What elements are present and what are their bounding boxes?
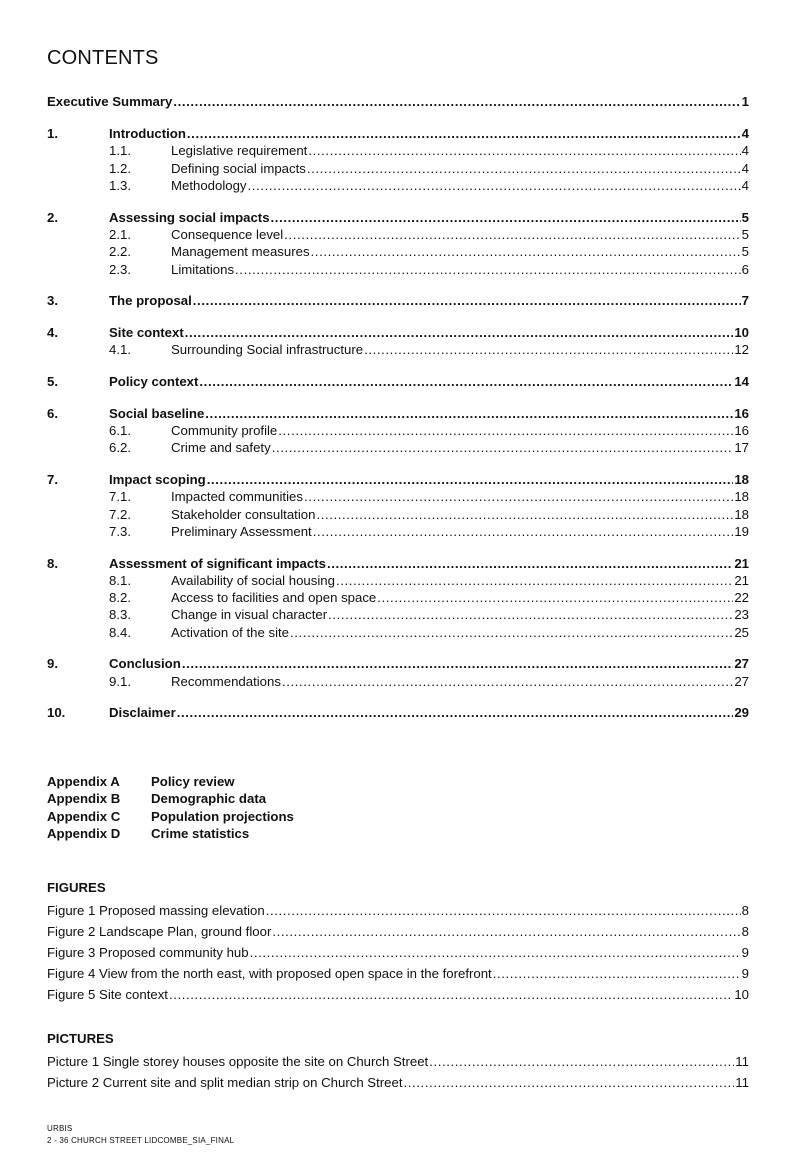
toc-subsection[interactable] [47,161,749,177]
toc-subsection[interactable] [47,573,749,589]
toc-page: 21 [734,555,749,571]
toc-label: Figure 3 Proposed community hub [47,945,249,960]
toc-number: 8.3. [109,607,131,623]
appendix-label: Policy review [151,774,235,789]
toc-page: 29 [734,705,749,721]
toc-section[interactable] [47,374,749,390]
toc-page: 6 [741,261,749,277]
toc-page: 5 [741,209,749,225]
toc-page: 4 [741,126,749,141]
toc-page: 4 [741,143,749,159]
leader-dots [182,656,734,672]
toc-page: 16 [734,405,749,421]
figure-entry[interactable] [47,945,749,961]
toc-section[interactable] [47,406,749,422]
toc-number: 4.1. [109,342,131,358]
picture-entry[interactable] [47,1054,749,1070]
toc-page: 11 [735,1075,749,1090]
toc-subsection[interactable] [47,342,749,358]
toc-label: Impact scoping [109,471,206,487]
toc-section[interactable] [47,126,749,142]
leader-dots [308,143,740,159]
toc-label: Recommendations [171,673,281,689]
leader-dots [377,590,733,606]
toc-label: Access to facilities and open space [171,590,377,606]
toc-subsection[interactable] [47,489,749,505]
toc-number: 9. [47,656,58,672]
appendix-key: Appendix A [47,774,120,789]
toc-page: 7 [741,293,749,309]
toc-number: 2.1. [109,226,131,242]
toc-label: Availability of social housing [171,572,335,588]
leader-dots [328,607,733,623]
leader-dots [278,423,733,439]
toc-subsection[interactable] [47,590,749,606]
leader-dots [311,244,741,260]
leader-dots [313,524,734,540]
toc-label: Consequence level [171,226,284,242]
toc-page: 21 [734,572,749,588]
appendix-item[interactable] [47,809,294,825]
toc-page: 5 [741,226,749,242]
toc-page: 4 [741,177,749,193]
leader-dots [205,406,733,422]
toc-label: Figure 5 Site context [47,987,168,1002]
toc-label: Stakeholder consultation [171,506,316,522]
toc-page: 12 [734,342,749,358]
toc-label: The proposal [109,293,192,309]
toc-page: 22 [734,590,749,606]
toc-number: 9.1. [109,673,131,689]
toc-number: 7.2. [109,506,131,522]
toc-number: 2.3. [109,261,131,277]
leader-dots [177,705,734,721]
leader-dots [493,966,741,982]
toc-page: 10 [734,324,749,340]
toc-subsection[interactable] [47,507,749,523]
page-title: CONTENTS [47,47,159,69]
toc-page: 16 [734,422,749,438]
leader-dots [199,374,733,390]
footer-document-ref: 2 - 36 CHURCH STREET LIDCOMBE_SIA_FINAL [47,1136,235,1145]
toc-subsection[interactable] [47,524,749,540]
toc-label: Picture 1 Single storey houses opposite the site on Church Street [47,1054,429,1069]
toc-label: Executive Summary [47,94,173,109]
toc-label: Figure 4 View from the north east, with proposed open space in the forefront [47,966,492,981]
toc-subsection[interactable] [47,178,749,194]
leader-dots [364,342,733,358]
appendix-key: Appendix D [47,825,121,841]
leader-dots [271,210,741,226]
toc-number: 2. [47,209,58,225]
toc-section[interactable] [47,556,749,572]
toc-page: 17 [734,440,749,456]
leader-dots [185,325,734,341]
leader-dots [272,924,740,940]
toc-label: Policy context [109,373,199,389]
toc-section[interactable] [47,472,749,488]
toc-subsection[interactable] [47,262,749,278]
toc-page: 18 [734,471,749,487]
toc-number: 6. [47,405,58,421]
leader-dots [307,161,741,177]
leader-dots [193,293,741,309]
toc-label: Assessment of significant impacts [109,555,326,571]
toc-page: 14 [734,373,749,389]
toc-label: Crime and safety [171,440,271,456]
toc-label: Change in visual character [171,607,328,623]
toc-subsection[interactable] [47,143,749,159]
pictures-heading: PICTURES [47,1031,114,1046]
figure-entry[interactable] [47,924,749,940]
toc-page: 1 [741,94,749,109]
leader-dots [235,262,741,278]
toc-page: 25 [734,624,749,640]
toc-label: Picture 2 Current site and split median strip on Church Street [47,1075,403,1090]
leader-dots [187,126,741,142]
toc-page: 19 [734,523,749,539]
toc-label: Introduction [109,126,186,141]
toc-section[interactable] [47,656,749,672]
toc-label: Defining social impacts [171,160,306,176]
toc-subsection[interactable] [47,423,749,439]
toc-label: Management measures [171,244,310,260]
toc-section[interactable] [47,325,749,341]
figure-entry[interactable] [47,966,749,982]
toc-number: 7. [47,471,58,487]
toc-number: 5. [47,373,58,389]
toc-section[interactable] [47,210,749,226]
toc-number: 2.2. [109,244,131,260]
toc-subsection[interactable] [47,244,749,260]
leader-dots [282,674,733,690]
toc-label: Surrounding Social infrastructure [171,342,364,358]
toc-label: Impacted communities [171,489,303,505]
toc-page: 9 [741,945,749,960]
leader-dots [429,1054,734,1070]
toc-label: Figure 1 Proposed massing elevation [47,903,265,918]
toc-label: Figure 2 Landscape Plan, ground floor [47,924,272,939]
footer-company: URBIS [47,1124,73,1133]
leader-dots [169,987,733,1003]
toc-label: Preliminary Assessment [171,523,312,539]
toc-label: Legislative requirement [171,143,308,159]
leader-dots [290,625,733,641]
appendix-item[interactable] [47,791,266,807]
toc-number: 1. [47,126,58,141]
leader-dots [404,1075,735,1091]
leader-dots [248,178,741,194]
toc-subsection[interactable] [47,607,749,623]
toc-label: Site context [109,324,184,340]
toc-label: Conclusion [109,656,181,672]
toc-page: 9 [741,966,749,981]
leader-dots [327,556,733,572]
toc-number: 1.2. [109,160,131,176]
toc-number: 8.1. [109,572,131,588]
figure-entry[interactable] [47,903,749,919]
picture-entry[interactable] [47,1075,749,1091]
toc-page: 11 [735,1054,749,1069]
toc-page: 18 [734,506,749,522]
leader-dots [250,945,741,961]
toc-number: 3. [47,293,58,309]
toc-page: 8 [741,903,749,918]
toc-subsection[interactable] [47,440,749,456]
toc-page: 18 [734,489,749,505]
leader-dots [173,94,740,110]
toc-label: Activation of the site [171,624,290,640]
toc-label: Disclaimer [109,705,176,721]
toc-label: Assessing social impacts [109,209,270,225]
toc-number: 6.1. [109,422,131,438]
toc-number: 1.3. [109,177,131,193]
toc-label: Community profile [171,422,278,438]
toc-page: 27 [734,656,749,672]
toc-page: 27 [734,673,749,689]
appendix-label: Demographic data [151,791,267,807]
leader-dots [272,440,734,456]
toc-number: 8.4. [109,624,131,640]
figure-entry[interactable] [47,987,749,1003]
leader-dots [284,227,740,243]
toc-number: 7.1. [109,489,131,505]
toc-number: 8. [47,555,58,571]
leader-dots [207,472,734,488]
toc-page: 4 [741,160,749,176]
appendix-label: Population projections [151,808,294,824]
toc-page: 5 [741,244,749,260]
appendix-item[interactable] [47,774,235,790]
leader-dots [336,573,733,589]
toc-label: Social baseline [109,405,205,421]
toc-label: Limitations [171,261,235,277]
toc-number: 8.2. [109,590,131,606]
toc-number: 1.1. [109,143,131,159]
toc-number: 10. [47,705,66,721]
toc-label: Methodology [171,177,247,193]
toc-number: 4. [47,324,58,340]
toc-number: 6.2. [109,440,131,456]
toc-subsection[interactable] [47,227,749,243]
toc-page: 8 [741,924,749,939]
toc-page: 23 [734,607,749,623]
toc-section[interactable] [47,293,749,309]
leader-dots [304,489,733,505]
appendix-item[interactable] [47,826,249,842]
appendix-key: Appendix C [47,808,121,824]
toc-subsection[interactable] [47,674,749,690]
appendix-label: Crime statistics [151,825,250,841]
toc-subsection[interactable] [47,625,749,641]
leader-dots [266,903,741,919]
toc-section[interactable] [47,705,749,721]
toc-page: 10 [734,987,749,1002]
toc-entry-executive-summary[interactable] [47,94,749,110]
leader-dots [316,507,733,523]
toc-number: 7.3. [109,523,131,539]
figures-heading: FIGURES [47,880,106,895]
appendix-key: Appendix B [47,791,121,807]
